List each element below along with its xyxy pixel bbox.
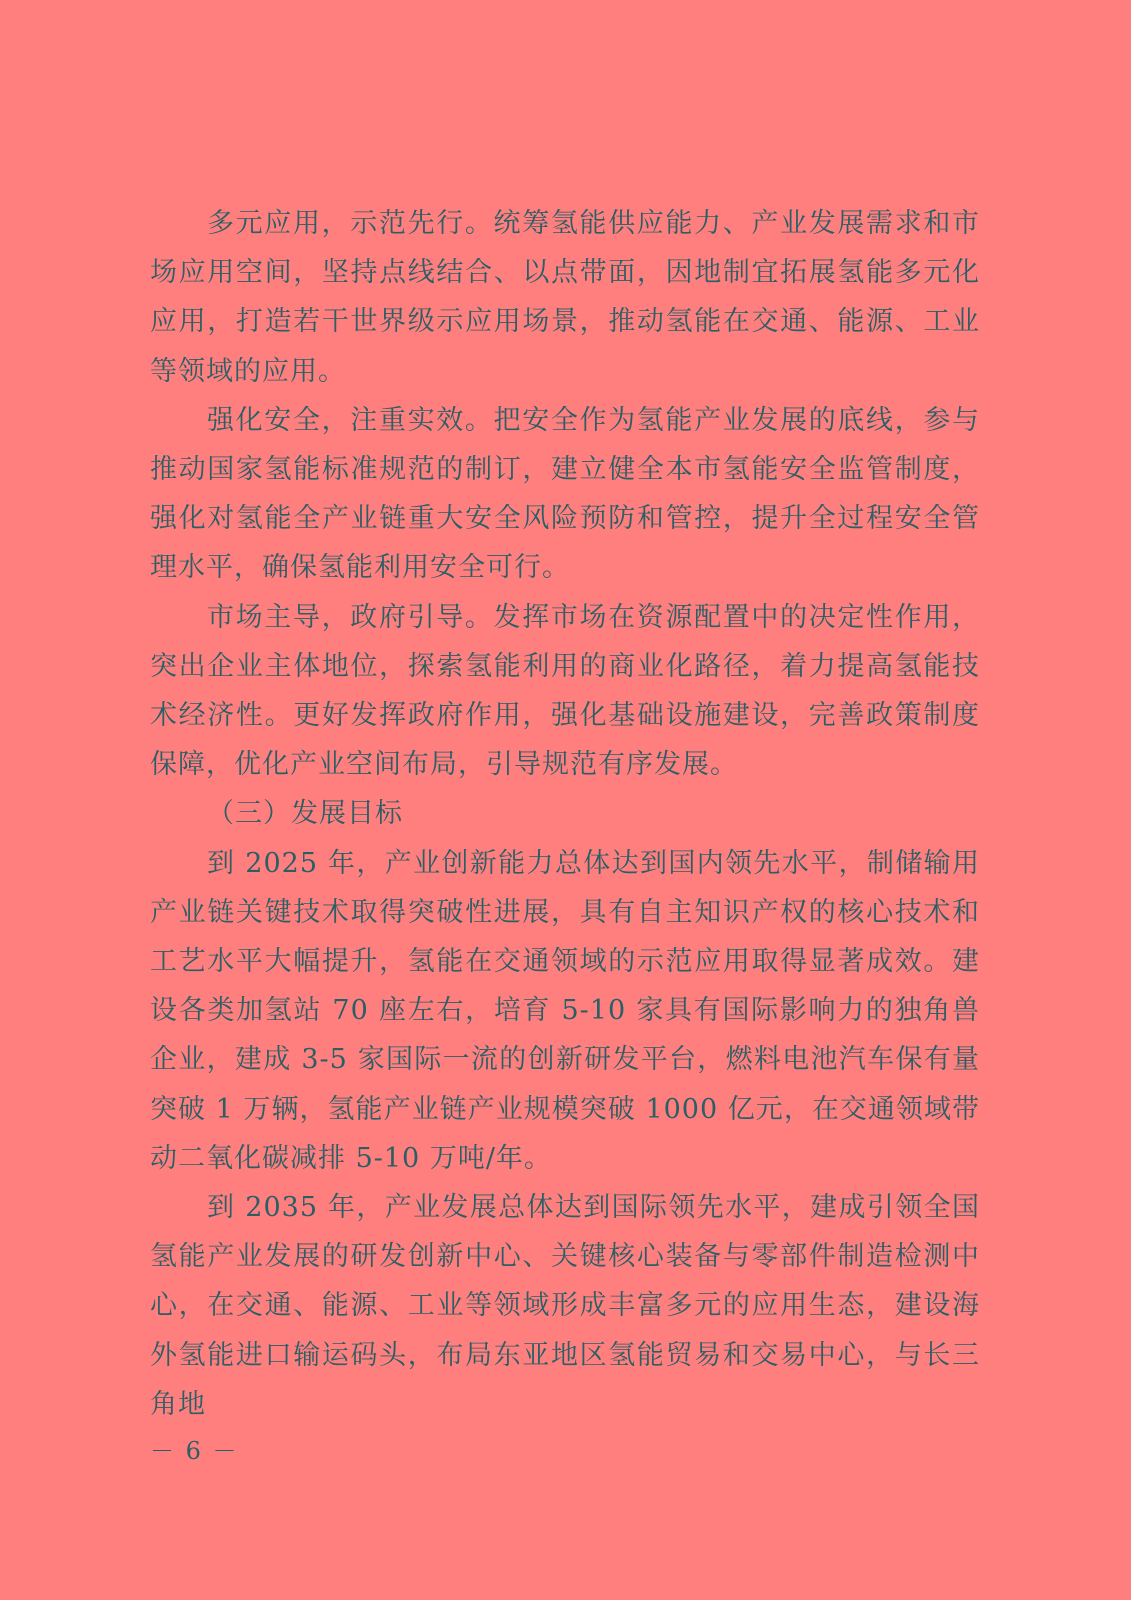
paragraph-safety: 强化安全，注重实效。把安全作为氢能产业发展的底线，参与推动国家氢能标准规范的制订，建立健全本市氢能安全监管制度，强化对氢能全产业链重大安全风险预防和管控，提升全过程安全管理水平，确保氢能利用安全可行。 [150, 404, 980, 584]
paragraph-goal-2035: 到 2035 年，产业发展总体达到国际领先水平，建成引领全国氢能产业发展的研发创新中心、关键核心装备与零部件制造检测中心，在交通、能源、工业等领域形成丰富多元的应用生态，建设海外氢能进口输运码头，布局东亚地区氢能贸易和交易中心，与长三角地 [150, 1192, 980, 1420]
paragraph-market-led: 市场主导，政府引导。发挥市场在资源配置中的决定性作用，突出企业主体地位，探索氢能利用的商业化路径，着力提高氢能技术经济性。更好发挥政府作用，强化基础设施建设，完善政策制度保障，优化产业空间布局，引导规范有序发展。 [150, 601, 980, 781]
paragraph-goal-2025: 到 2025 年，产业创新能力总体达到国内领先水平，制储输用产业链关键技术取得突破性进展，具有自主知识产权的核心技术和工艺水平大幅提升，氢能在交通领域的示范应用取得显著成效。建设各类加氢站 70 座左右，培育 5-10 家具有国际影响力的独角兽企业，建成 3-5 家国际一流的创新研发平台，燃料电池汽车保有量突破 1 万辆，氢能产业链产业规模突破 1000 亿元，在交通领域带动二氧化碳减排 5-10 万吨/年。 [150, 847, 980, 1174]
document-body [150, 199, 980, 1429]
paragraph-diversified-application: 多元应用，示范先行。统筹氢能供应能力、产业发展需求和市场应用空间，坚持点线结合、以点带面，因地制宜拓展氢能多元化应用，打造若干世界级示应用场景，推动氢能在交通、能源、工业等领域的应用。 [150, 208, 980, 387]
page-number: － 6 － [150, 1437, 239, 1465]
section-heading-development-goals: （三）发展目标 [207, 798, 403, 830]
